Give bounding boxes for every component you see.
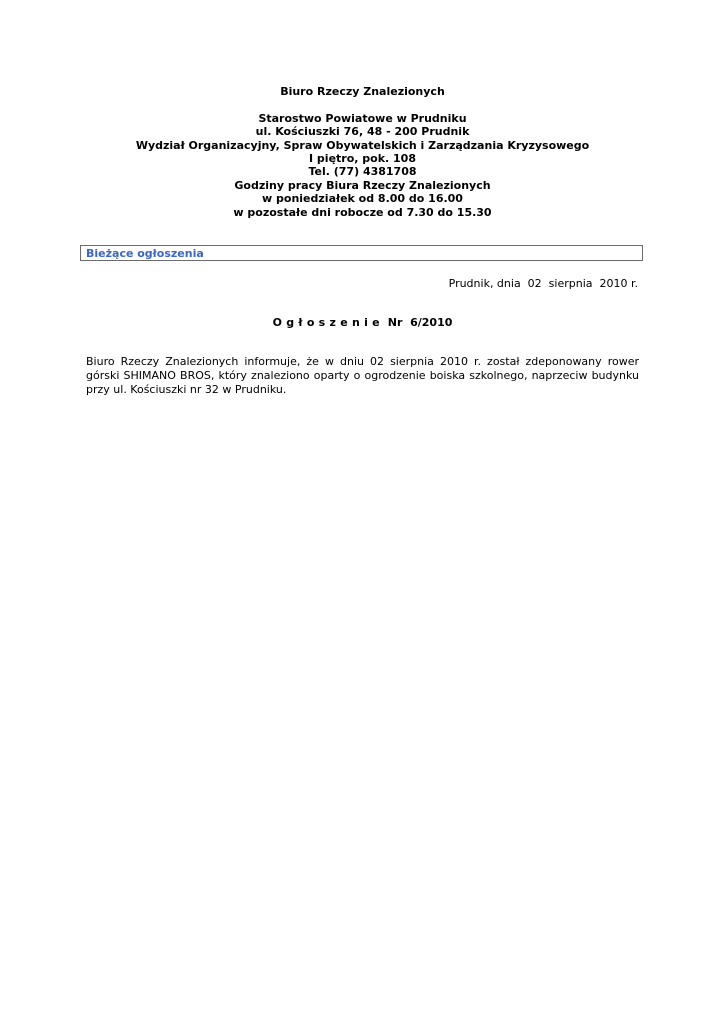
hours-monday: w poniedziałek od 8.00 do 16.00 (262, 192, 463, 206)
current-notices-section (80, 245, 643, 261)
notice-title (86, 316, 639, 329)
department-name: Wydział Organizacyjny, Spraw Obywatelskich i Zarządzania Kryzysowego (135, 138, 590, 152)
institution-name: Starostwo Powiatowe w Prudniku (258, 111, 467, 125)
notice-title-word: Ogłoszenie (272, 316, 384, 329)
hours-title: Godziny pracy Biura Rzeczy Znalezionych (234, 178, 491, 192)
floor-room: I piętro, pok. 108 (309, 152, 416, 166)
phone-number: Tel. (77) 4381708 (308, 165, 417, 179)
place-and-date: Prudnik, dnia 02 sierpnia 2010 r. (448, 277, 638, 290)
office-address: ul. Kościuszki 76, 48 - 200 Prudnik (255, 125, 470, 139)
current-notices-label: Bieżące ogłoszenia (86, 247, 204, 260)
notice-number: Nr 6/2010 (387, 316, 453, 329)
hours-other-days: w pozostałe dni robocze od 7.30 do 15.30 (233, 205, 492, 219)
notice-body: Biuro Rzeczy Znalezionych informuje, że w dniu 02 sierpnia 2010 r. został zdeponowany rower górski SHIMANO BROS, który znaleziono oparty o ogrodzenie boiska szkolnego, naprzeciw budynku przy ul. Kościuszki nr 32 w Prudniku. (86, 355, 639, 397)
office-title: Biuro Rzeczy Znalezionych (280, 85, 445, 98)
header-spacer (86, 98, 639, 111)
office-header (86, 85, 639, 219)
